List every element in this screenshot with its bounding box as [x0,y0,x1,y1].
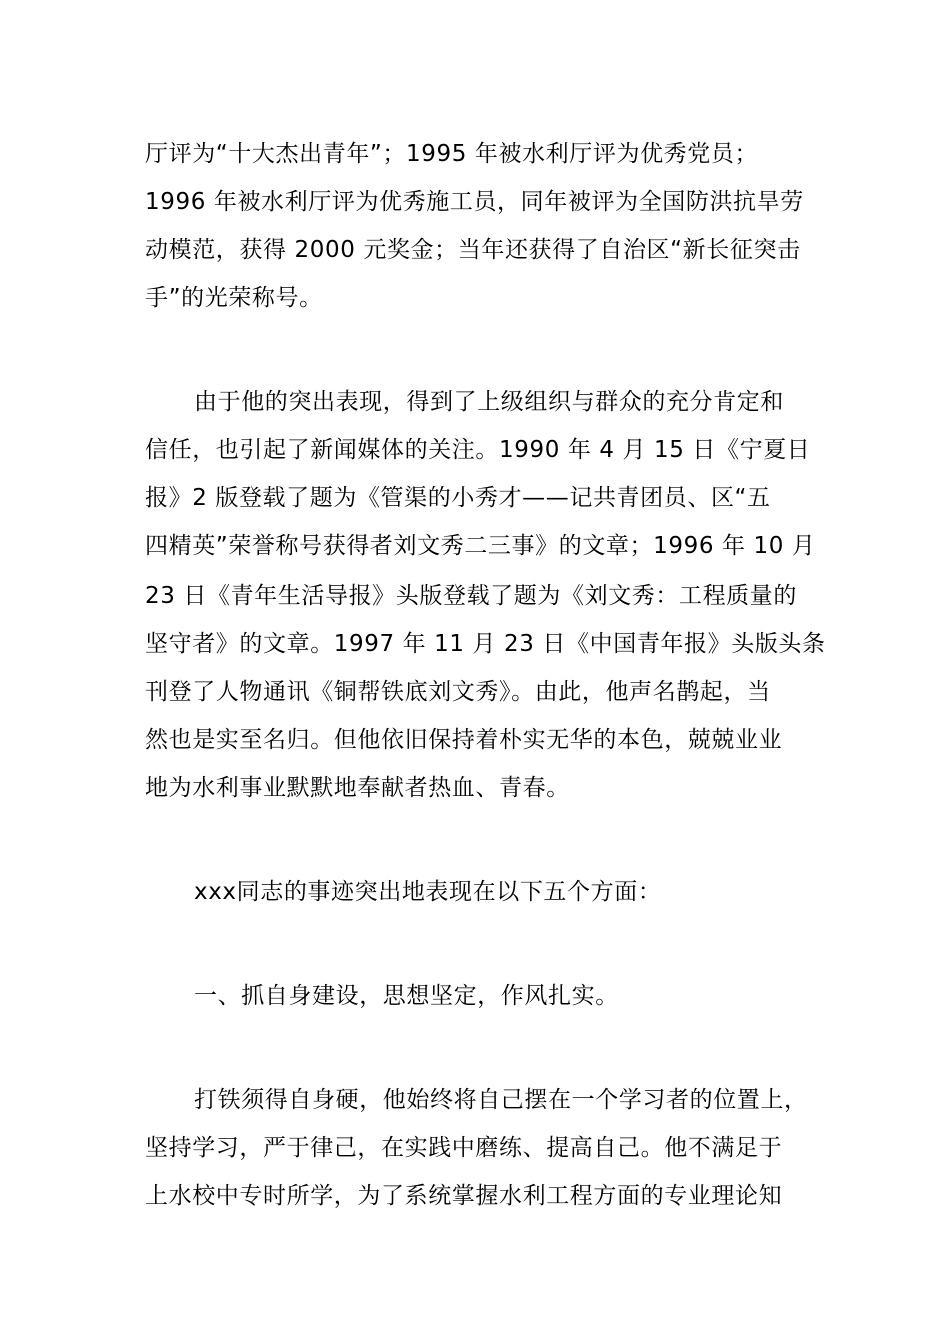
paragraph-1-line-2: 1996 年被水利厅评为优秀施工员，同年被评为全国防洪抗旱劳 [145,189,804,215]
paragraph-2-line-3: 报》2 版登载了题为《管渠的小秀才——记共青团员、区“五 [145,485,771,511]
paragraph-4-line-3: 上水校中专时所学，为了系统掌握水利工程方面的专业理论知 [145,1183,783,1209]
paragraph-4-line-2: 坚持学习，严于律己，在实践中磨练、提高自己。他不满足于 [145,1135,783,1161]
paragraph-4-line-1: 打铁须得自身硬，他始终将自己摆在一个学习者的位置上， [194,1087,808,1113]
paragraph-2-line-8: 然也是实至名归。但他依旧保持着朴实无华的本色，兢兢业业 [145,727,783,753]
paragraph-2-line-9: 地为水利事业默默地奉献者热血、青春。 [145,775,570,801]
section-heading-1: 一、抓自身建设，思想坚定，作风扎实。 [194,983,619,1009]
paragraph-1-line-3: 动模范，获得 2000 元奖金；当年还获得了自治区“新长征突击 [145,237,801,263]
paragraph-2-line-7: 刊登了人物通讯《铜帮铁底刘文秀》。由此，他声名鹊起，当 [145,679,771,705]
paragraph-2-line-5: 23 日《青年生活导报》头版登载了题为《刘文秀：工程质量的 [145,583,797,609]
paragraph-1-line-1: 厅评为“十大杰出青年”；1995 年被水利厅评为优秀党员； [145,141,759,167]
paragraph-2-line-1: 由于他的突出表现，得到了上级组织与群众的充分肯定和 [194,389,784,415]
paragraph-1-line-4: 手”的光荣称号。 [145,285,323,311]
paragraph-2-line-2: 信任，也引起了新闻媒体的关注。1990 年 4 月 15 日《宁夏日 [145,437,811,463]
paragraph-2-line-4: 四精英”荣誉称号获得者刘文秀二三事》的文章；1996 年 10 月 [145,533,816,559]
paragraph-2-line-6: 坚守者》的文章。1997 年 11 月 23 日《中国青年报》头版头条 [145,631,826,657]
paragraph-3-line-1: xxx同志的事迹突出地表现在以下五个方面： [194,879,662,905]
